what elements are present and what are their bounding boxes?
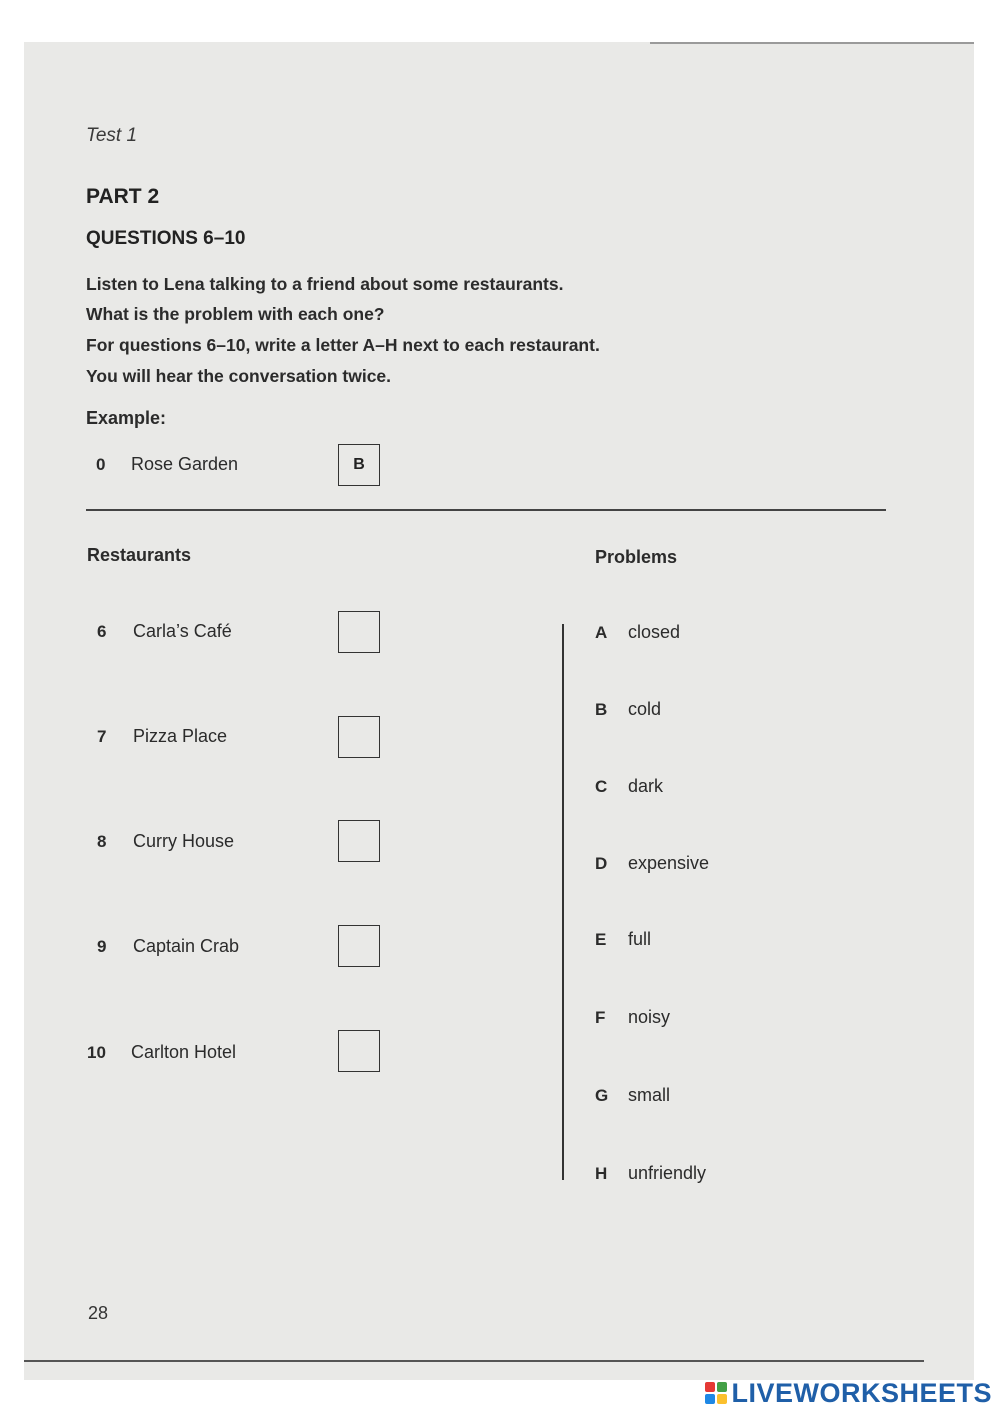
question-number: 10 [87, 1043, 106, 1062]
problem-word: dark [628, 776, 664, 796]
column-separator [562, 624, 564, 1180]
question-number: 9 [97, 937, 107, 956]
question-number: 8 [97, 832, 107, 851]
restaurant-name: Carlton Hotel [131, 1042, 237, 1062]
answer-box-6[interactable] [338, 611, 380, 653]
restaurant-name: Pizza Place [133, 726, 228, 746]
answer-box-10[interactable] [338, 1030, 380, 1072]
problem-letter: D [595, 854, 608, 873]
example-number: 0 [96, 455, 106, 474]
liveworksheets-wordmark: LIVEWORKSHEETS [731, 1377, 992, 1408]
restaurant-name: Captain Crab [133, 936, 240, 956]
restaurant-name: Curry House [133, 831, 235, 851]
problem-word: noisy [628, 1007, 671, 1027]
problem-word: expensive [628, 853, 710, 873]
example-label: Example: [86, 408, 167, 428]
problem-word: cold [628, 699, 662, 719]
part-title: PART 2 [86, 185, 160, 208]
page-number: 28 [88, 1303, 109, 1323]
problem-letter: F [595, 1008, 606, 1027]
example-restaurant: Rose Garden [131, 454, 239, 474]
instruction-line: What is the problem with each one? [86, 304, 385, 324]
test-label: Test 1 [86, 125, 138, 146]
problem-letter: A [595, 623, 608, 642]
problem-word: full [628, 929, 652, 949]
instruction-line: You will hear the conversation twice. [86, 366, 392, 386]
problem-letter: G [595, 1086, 609, 1105]
problem-letter: E [595, 930, 607, 949]
problem-letter: C [595, 777, 608, 796]
answer-box-9[interactable] [338, 925, 380, 967]
question-number: 7 [97, 727, 107, 746]
restaurant-name: Carla’s Café [133, 621, 232, 641]
instruction-line: Listen to Lena talking to a friend about some restaurants. [86, 274, 564, 294]
question-number: 6 [97, 622, 107, 641]
footer-rule [24, 1360, 924, 1362]
liveworksheets-logo-icon [705, 1382, 727, 1404]
problem-letter: B [595, 700, 608, 719]
problem-word: unfriendly [628, 1163, 707, 1183]
problem-word: small [628, 1085, 671, 1105]
questions-title: QUESTIONS 6–10 [86, 228, 246, 249]
problems-heading: Problems [595, 547, 678, 567]
instruction-line: For questions 6–10, write a letter A–H next to each restaurant. [86, 335, 600, 355]
example-answer-box: B [338, 444, 380, 486]
restaurants-heading: Restaurants [87, 545, 192, 565]
page-top-edge [650, 42, 974, 44]
problem-letter: H [595, 1164, 608, 1183]
problem-word: closed [628, 622, 681, 642]
answer-box-8[interactable] [338, 820, 380, 862]
answer-box-7[interactable] [338, 716, 380, 758]
liveworksheets-watermark [705, 1378, 992, 1408]
divider-line [86, 509, 886, 511]
